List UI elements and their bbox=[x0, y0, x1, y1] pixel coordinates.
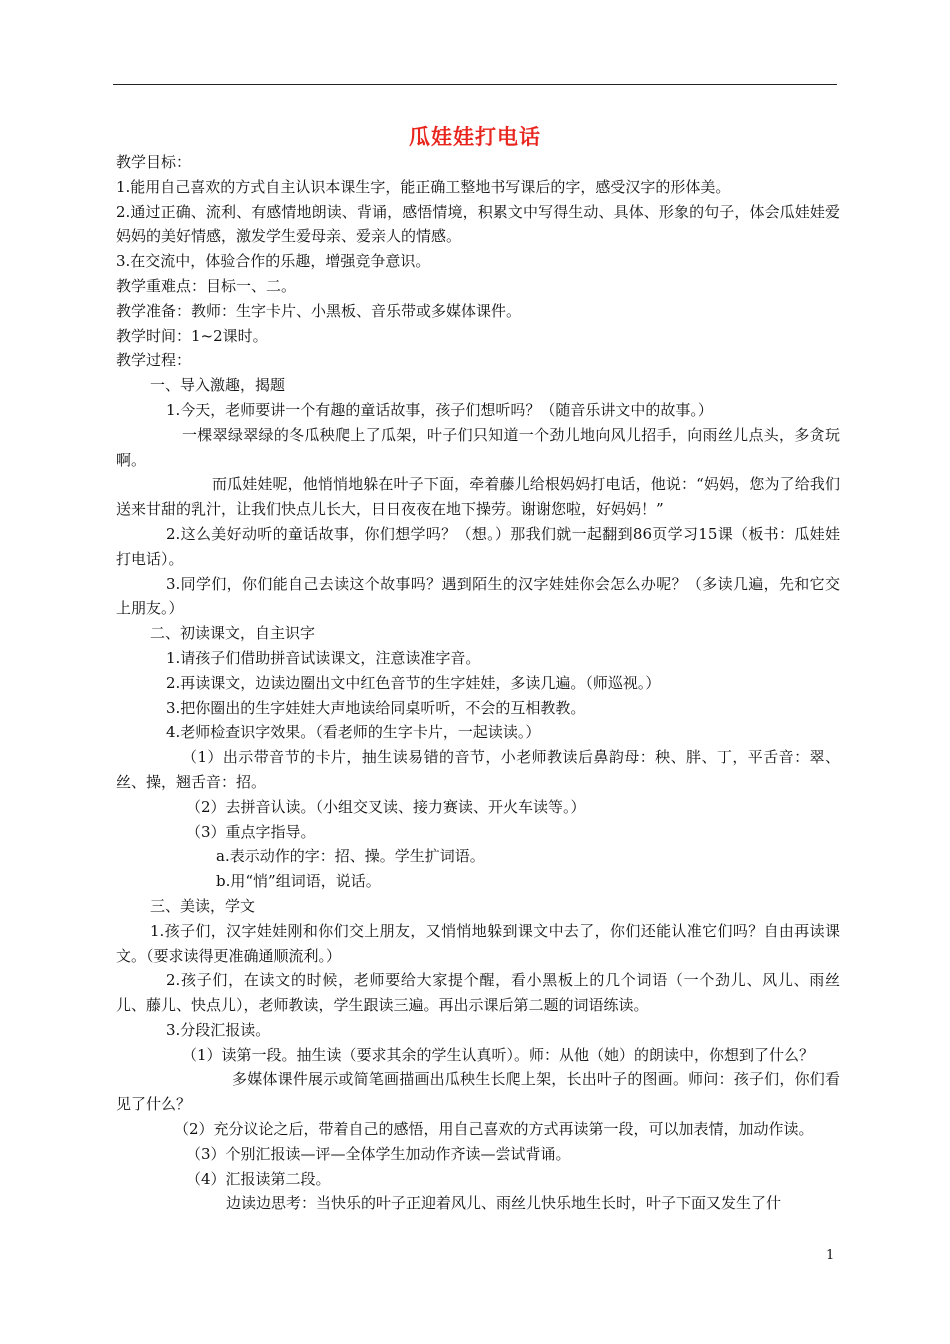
paragraph: 教学重难点：目标一、二。 bbox=[116, 276, 297, 295]
paragraph: 3.在交流中，体验合作的乐趣，增强竞争意识。 bbox=[116, 252, 431, 271]
paragraph: （1）出示带音节的卡片，抽生读易错的音节，小老师教读后鼻韵母：秧、胖、丁，平舌音：翠、丝、操，翘舌音：招。 bbox=[116, 748, 840, 791]
paragraph: 2.再读课文，边读边圈出文中红色音节的生字娃娃，多读几遍。（师巡视。） bbox=[166, 673, 661, 692]
subsection-heading: 二、初读课文，自主识字 bbox=[150, 624, 316, 643]
paragraph: （3）重点字指导。 bbox=[186, 822, 316, 841]
paragraph: 而瓜娃娃呢，他悄悄地躲在叶子下面，牵着藤儿给根妈妈打电话，他说：“妈妈，您为了给我们送来甘甜的乳汁，让我们快点儿长大，日日夜夜在地下操劳。谢谢您啦，好妈妈！” bbox=[116, 475, 840, 519]
subsection-heading: 一、导入激趣，揭题 bbox=[150, 376, 286, 395]
paragraph: 4.老师检查识字效果。（看老师的生字卡片，一起读读。） bbox=[166, 723, 541, 742]
paragraph: 3.把你圈出的生字娃娃大声地读给同桌听听，不会的互相教教。 bbox=[166, 698, 586, 717]
paragraph: b.用“悄”组词语，说话。 bbox=[216, 872, 381, 891]
section-heading: 教学目标： bbox=[116, 153, 192, 171]
paragraph: （2）充分议论之后，带着自己的感悟，用自己喜欢的方式再读第一段，可以加表情，加动作读。 bbox=[174, 1120, 814, 1139]
paragraph: 1.请孩子们借助拼音试读课文，注意读准字音。 bbox=[166, 648, 481, 667]
paragraph: 3.同学们，你们能自己去读这个故事吗？遇到陌生的汉字娃娃你会怎么办呢？（多读几遍，先和它交上朋友。） bbox=[116, 574, 840, 618]
paragraph: 1.能用自己喜欢的方式自主认识本课生字，能正确工整地书写课后的字，感受汉字的形体美。 bbox=[116, 177, 731, 196]
paragraph: （1）读第一段。抽生读（要求其余的学生认真听）。师：从他（她）的朗读中，你想到了什么？ bbox=[182, 1045, 815, 1064]
paragraph: 教学时间：1~2课时。 bbox=[116, 326, 268, 345]
paragraph: 3.分段汇报读。 bbox=[166, 1020, 271, 1039]
document-body bbox=[116, 150, 840, 1216]
paragraph: 2.孩子们，在读文的时候，老师要给大家提个醒，看小黑板上的几个词语（一个劲儿、风儿、雨丝儿、藤儿、快点儿），老师教读，学生跟读三遍。再出示课后第二题的词语练读。 bbox=[116, 971, 840, 1015]
section-heading: 教学过程： bbox=[116, 351, 192, 370]
paragraph: 一棵翠绿翠绿的冬瓜秧爬上了瓜架，叶子们只知道一个劲儿地向风儿招手，向雨丝儿点头，多贪玩啊。 bbox=[116, 425, 840, 469]
paragraph: （3）个别汇报读—评—全体学生加动作齐读—尝试背诵。 bbox=[186, 1144, 571, 1163]
paragraph: 多媒体课件展示或简笔画描画出瓜秧生长爬上架，长出叶子的图画。师问：孩子们，你们看见了什么？ bbox=[116, 1070, 840, 1114]
paragraph: 1.今天，老师要讲一个有趣的童话故事，孩子们想听吗？（随音乐讲文中的故事。） bbox=[166, 400, 713, 419]
paragraph: 教学准备：教师：生字卡片、小黑板、音乐带或多媒体课件。 bbox=[116, 301, 522, 320]
paragraph: 1.孩子们，汉字娃娃刚和你们交上朋友，又悄悄地躲到课文中去了，你们还能认准它们吗？自由再读课文。（要求读得更准确通顺流利。） bbox=[116, 921, 840, 965]
page-number: 1 bbox=[826, 1248, 835, 1263]
paragraph: （2）去拼音认读。（小组交叉读、接力赛读、开火车读等。） bbox=[186, 797, 586, 816]
paragraph: 边读边思考：当快乐的叶子正迎着风儿、雨丝儿快乐地生长时，叶子下面又发生了什 bbox=[226, 1194, 782, 1213]
subsection-heading: 三、美读，学文 bbox=[150, 896, 256, 915]
paragraph: （4）汇报读第二段。 bbox=[186, 1169, 331, 1188]
paragraph: 2.这么美好动听的童话故事，你们想学吗？（想。）那我们就一起翻到86页学习15课（板书：瓜娃娃打电话）。 bbox=[116, 524, 840, 568]
paragraph: a.表示动作的字：招、操。学生扩词语。 bbox=[216, 847, 485, 866]
paragraph: 2.通过正确、流利、有感情地朗读、背诵，感悟情境，积累文中写得生动、具体、形象的句子，体会瓜娃娃爱妈妈的美好情感，激发学生爱母亲、爱亲人的情感。 bbox=[116, 202, 840, 246]
document-title: 瓜娃娃打电话 bbox=[409, 124, 541, 149]
header-rule bbox=[113, 84, 837, 85]
